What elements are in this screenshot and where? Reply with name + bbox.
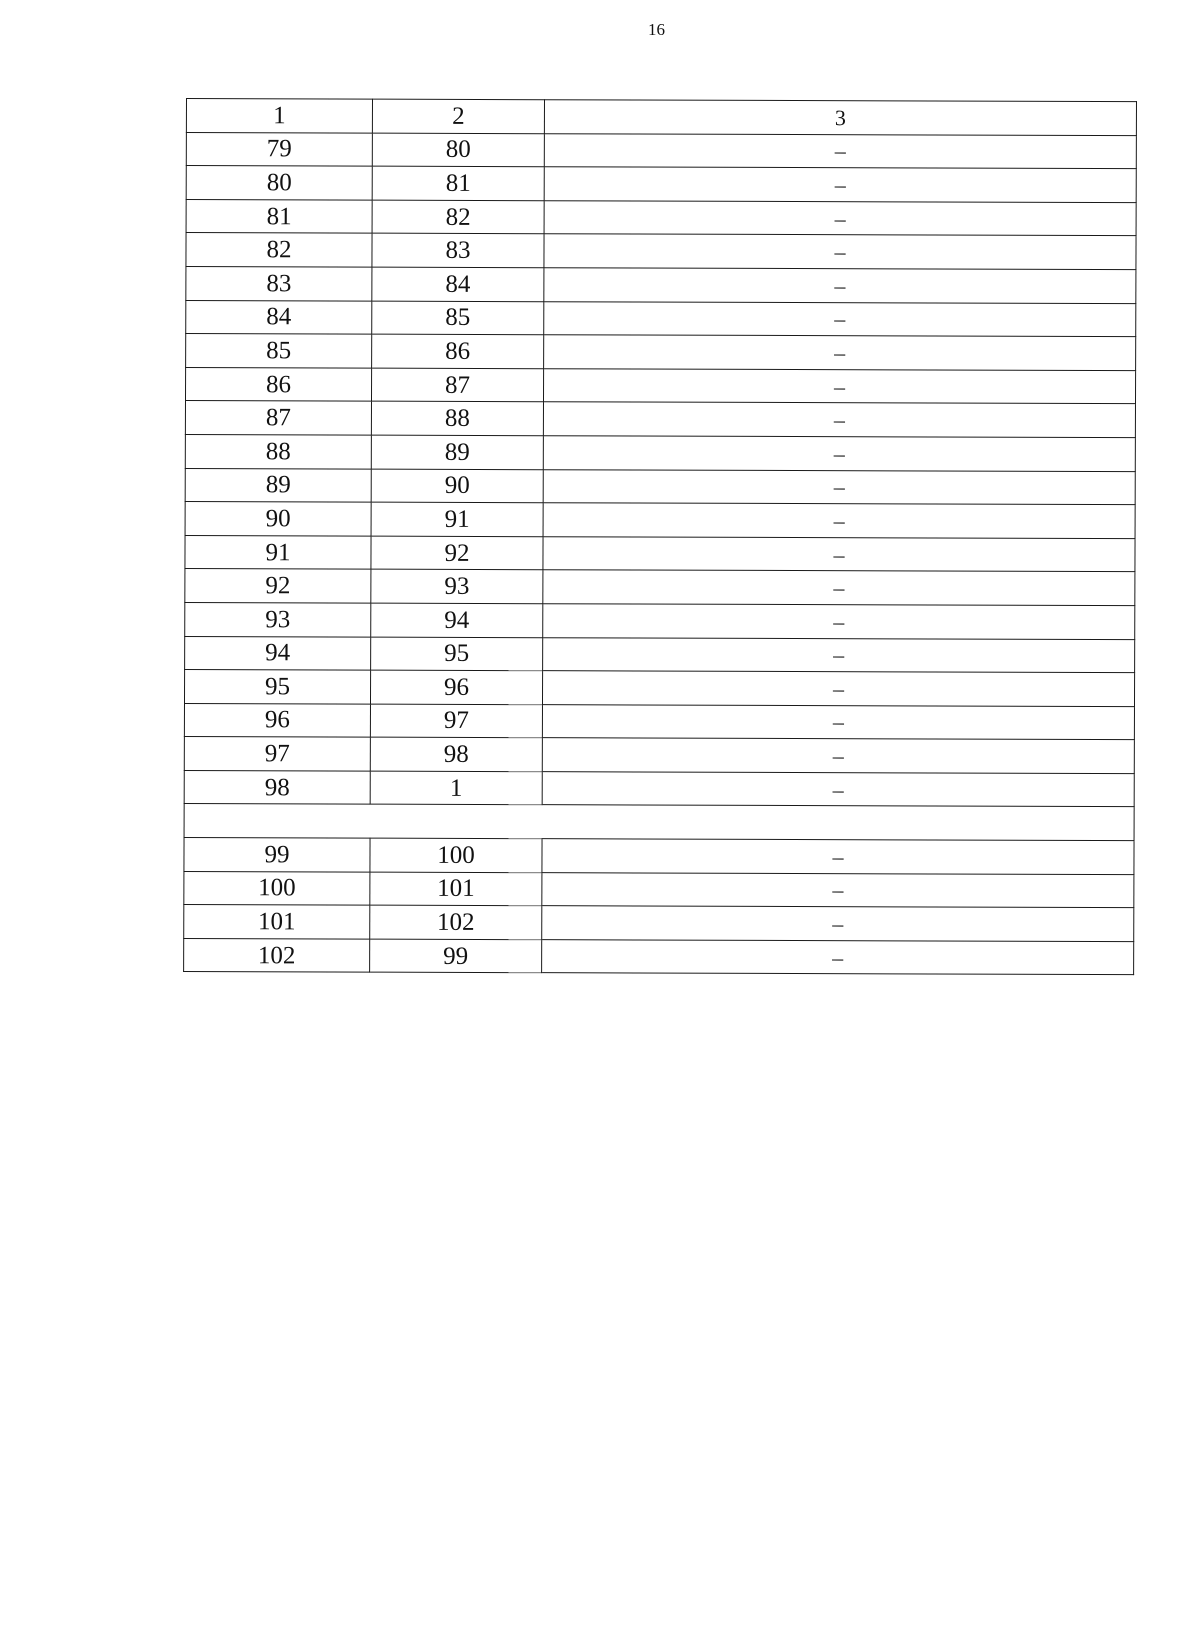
table-cell-col-2: 101 (370, 872, 542, 906)
table-cell-col-2: 102 (370, 905, 542, 939)
table-cell-col-1: 102 (184, 938, 370, 972)
table-cell-col-1: 101 (184, 905, 370, 939)
table-row (185, 434, 1135, 471)
table-cell-col-3: – (542, 906, 1134, 942)
separator-cell (184, 804, 1134, 841)
table-row (184, 838, 1134, 875)
table-cell-col-3: – (543, 503, 1135, 539)
header-cell-1: 1 (186, 99, 372, 133)
table-cell-col-1: 96 (184, 703, 370, 737)
table-cell-col-3: – (543, 536, 1135, 572)
table-row (184, 905, 1134, 942)
table-cell-col-2: 1 (370, 771, 542, 805)
table-cell-col-3: – (544, 167, 1136, 203)
data-table (183, 98, 1137, 976)
table-cell-col-1: 85 (186, 334, 372, 368)
table-cell-col-2: 82 (372, 200, 544, 234)
table-cell-col-2: 100 (370, 838, 542, 872)
table-cell-col-2: 92 (371, 536, 543, 570)
table-cell-col-2: 99 (370, 939, 542, 973)
table-cell-col-2: 87 (371, 368, 543, 402)
table-row (185, 535, 1135, 572)
separator-row (184, 804, 1134, 841)
table-row (186, 199, 1136, 236)
table-row (184, 938, 1134, 975)
table-row (184, 703, 1134, 740)
table-cell-col-3: – (542, 772, 1134, 808)
table-row (186, 166, 1136, 203)
table-body (184, 99, 1137, 976)
table-cell-col-3: – (543, 368, 1135, 404)
table-cell-col-2: 97 (370, 704, 542, 738)
table-row (184, 670, 1134, 707)
table-row (186, 132, 1136, 169)
table-cell-col-1: 90 (185, 502, 371, 536)
table-row (185, 468, 1135, 505)
table-cell-col-1: 80 (186, 166, 372, 200)
table-cell-col-3: – (544, 268, 1136, 304)
table-cell-col-1: 79 (186, 132, 372, 166)
table-cell-col-3: – (542, 671, 1134, 707)
table-cell-col-2: 80 (372, 133, 544, 167)
page-number: 16 (648, 20, 665, 39)
table-cell-col-1: 100 (184, 871, 370, 905)
table-cell-col-3: – (542, 704, 1134, 740)
table-cell-col-3: – (543, 637, 1135, 673)
table-row (185, 636, 1135, 673)
table-cell-col-2: 81 (372, 166, 544, 200)
table-cell-col-2: 85 (372, 301, 544, 335)
table-cell-col-2: 88 (371, 401, 543, 435)
table-cell-col-3: – (542, 940, 1134, 976)
table-cell-col-3: – (542, 738, 1134, 774)
table-cell-col-3: – (543, 469, 1135, 505)
table-cell-col-1: 95 (184, 670, 370, 704)
table-cell-col-2: 96 (370, 670, 542, 704)
table-cell-col-2: 89 (371, 435, 543, 469)
table-row (185, 569, 1135, 606)
table-cell-col-1: 89 (185, 468, 371, 502)
table-cell-col-3: – (542, 872, 1134, 908)
table-cell-col-2: 93 (371, 569, 543, 603)
table-row (185, 367, 1135, 404)
table-row (186, 300, 1136, 337)
table-cell-col-3: – (544, 301, 1136, 337)
table-cell-col-3: – (543, 436, 1135, 472)
table-cell-col-1: 88 (185, 434, 371, 468)
table-cell-col-1: 93 (185, 602, 371, 636)
table-row (185, 401, 1135, 438)
table-cell-col-3: – (543, 402, 1135, 438)
table-cell-col-1: 98 (184, 770, 370, 804)
table-cell-col-2: 86 (372, 334, 544, 368)
table-row (184, 770, 1134, 807)
table-cell-col-1: 92 (185, 569, 371, 603)
table-cell-col-3: – (544, 335, 1136, 371)
table-cell-col-2: 95 (371, 637, 543, 671)
table-cell-col-3: – (544, 234, 1136, 270)
table-cell-col-1: 97 (184, 737, 370, 771)
table-cell-col-1: 81 (186, 199, 372, 233)
table-cell-col-3: – (542, 839, 1134, 875)
table-cell-col-3: – (544, 133, 1136, 169)
table-row (186, 334, 1136, 371)
table-cell-col-1: 84 (186, 300, 372, 334)
table-cell-col-2: 91 (371, 502, 543, 536)
table-row (186, 233, 1136, 270)
table-row (185, 502, 1135, 539)
table-cell-col-1: 83 (186, 266, 372, 300)
table-row (184, 871, 1134, 908)
table-cell-col-1: 91 (185, 535, 371, 569)
table-row (184, 737, 1134, 774)
table-cell-col-1: 94 (185, 636, 371, 670)
table-cell-col-3: – (543, 604, 1135, 640)
header-cell-2: 2 (372, 99, 544, 133)
table-cell-col-1: 86 (185, 367, 371, 401)
table-cell-col-1: 87 (185, 401, 371, 435)
table-cell-col-3: – (544, 200, 1136, 236)
table-cell-col-2: 90 (371, 469, 543, 503)
table-cell-col-1: 99 (184, 838, 370, 872)
table-cell-col-3: – (543, 570, 1135, 606)
table-header-row (186, 99, 1136, 136)
table-row (186, 266, 1136, 303)
table-cell-col-1: 82 (186, 233, 372, 267)
table-cell-col-2: 94 (371, 603, 543, 637)
header-cell-3: 3 (544, 100, 1136, 136)
table-cell-col-2: 98 (370, 737, 542, 771)
table-cell-col-2: 84 (372, 267, 544, 301)
table-row (185, 602, 1135, 639)
table-cell-col-2: 83 (372, 233, 544, 267)
